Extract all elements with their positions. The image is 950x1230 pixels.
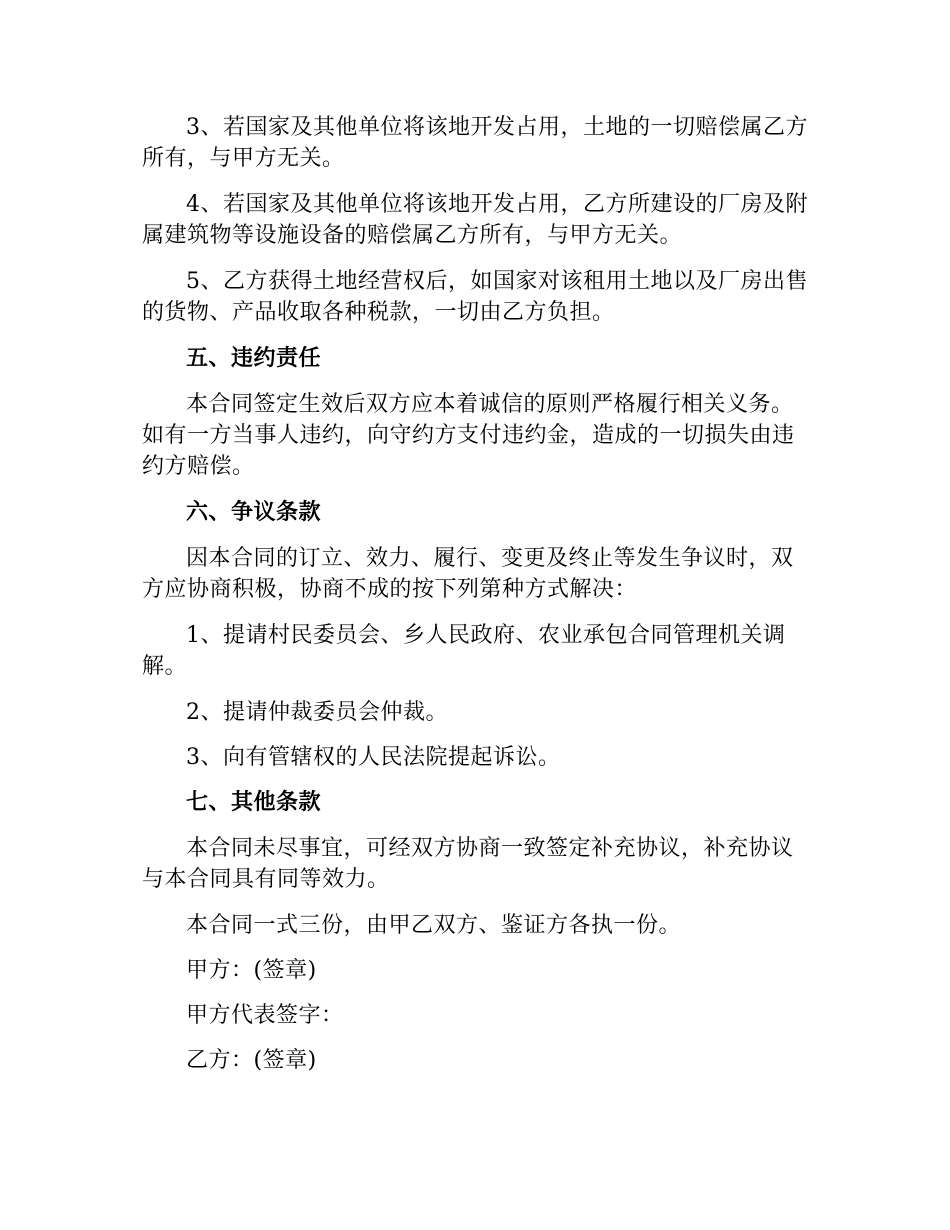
- clause-5-paragraph: 5、乙方获得土地经营权后，如国家对该租用土地以及厂房出售的货物、产品收取各种税款，一切由乙方负担。: [142, 269, 808, 325]
- dispute-option-1: 1、提请村民委员会、乡人民政府、农业承包合同管理机关调解。: [142, 623, 786, 679]
- dispute-option-2: 2、提请仲裁委员会仲裁。: [186, 700, 448, 725]
- section-7-paragraph: 本合同未尽事宜，可经双方协商一致签定补充协议，补充协议与本合同具有同等效力。: [142, 836, 794, 892]
- section-5-paragraph: 本合同签定生效后双方应本着诚信的原则严格履行相关义务。如有一方当事人违约，向守约方支付违约金，造成的一切损失由违约方赔偿。: [142, 392, 795, 479]
- document-body: [142, 112, 814, 1090]
- party-a-representative-signature-line: 甲方代表签字：: [186, 1003, 344, 1028]
- copies-paragraph: 本合同一式三份，由甲乙双方、鉴证方各执一份。: [186, 913, 682, 938]
- party-a-seal-line: 甲方：(签章): [186, 958, 317, 983]
- party-b-seal-line: 乙方：(签章): [186, 1048, 317, 1073]
- section-6-paragraph: 因本合同的订立、效力、履行、变更及终止等发生争议时，双方应协商积极，协商不成的按下列第种方式解决：: [142, 546, 794, 602]
- section-7-heading: 七、其他条款: [186, 789, 322, 815]
- dispute-option-3: 3、向有管辖权的人民法院提起诉讼。: [186, 745, 561, 770]
- clause-3-paragraph: 3、若国家及其他单位将该地开发占用，土地的一切赔偿属乙方所有，与甲方无关。: [142, 115, 808, 171]
- clause-4-paragraph: 4、若国家及其他单位将该地开发占用，乙方所建设的厂房及附属建筑物等设施设备的赔偿属乙方所有，与甲方无关。: [142, 192, 808, 248]
- section-5-heading: 五、违约责任: [186, 345, 322, 371]
- section-6-heading: 六、争议条款: [186, 499, 322, 525]
